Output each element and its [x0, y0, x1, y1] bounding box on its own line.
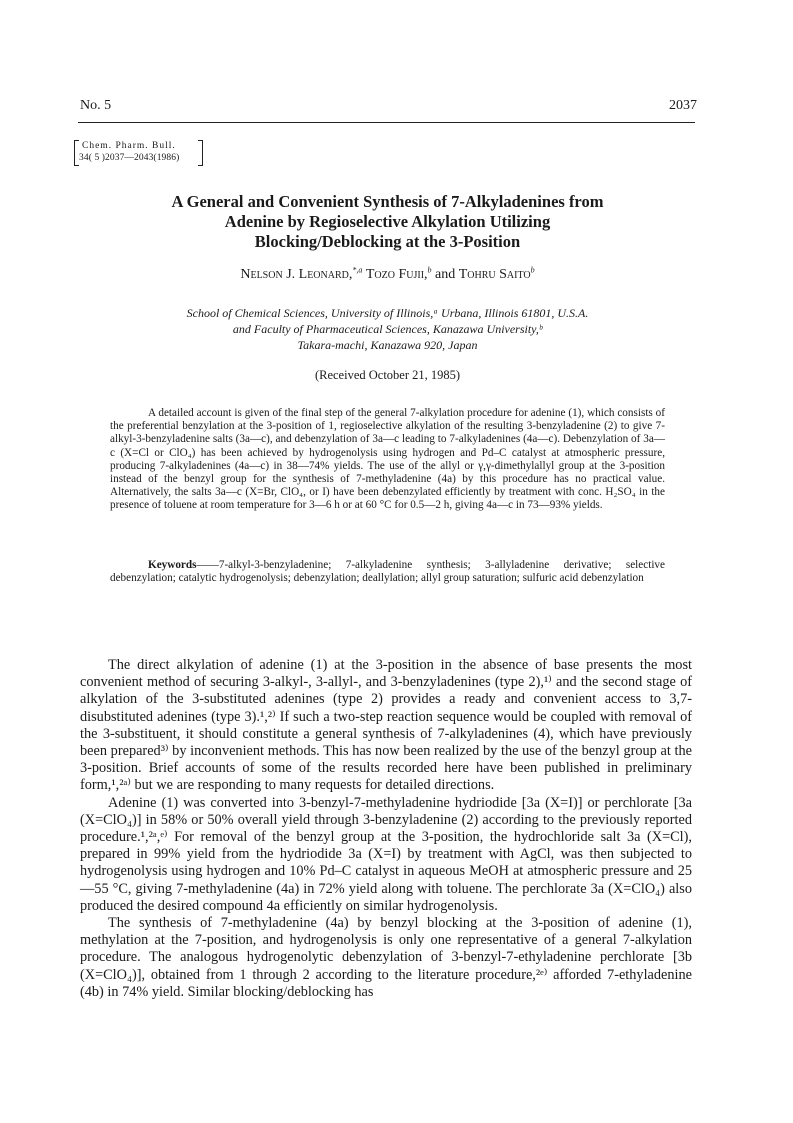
keywords-text: ——7-alkyl-3-benzyladenine; 7-alkyladenine synthesis; 3-allyladenine derivative; selective debenzylation; catalytic hydrogenolysis; debenzylation; deallylation; allyl group saturation; sulfuric acid debenzylation [110, 559, 665, 585]
author-mark: *,a [352, 265, 363, 275]
author-name: Nelson J. Leonard, [240, 267, 353, 282]
received-date: (Received October 21, 1985) [314, 368, 461, 382]
running-header-issue: No. 5 [80, 98, 112, 113]
journal-name: Chem. Pharm. Bull. [82, 141, 176, 151]
journal-volume: 34( 5 )2037—2043(1986) [79, 153, 180, 163]
affiliation-line: School of Chemical Sciences, University of Illinois,ᵃ Urbana, Illinois 61801, U.S.A. [186, 306, 589, 320]
author-conjunction: and [435, 267, 456, 282]
title-line: A General and Convenient Synthesis of 7-Alkyladenines from [171, 192, 604, 211]
keywords-label: Keywords [148, 559, 197, 571]
author-list [100, 267, 675, 283]
affiliation-line: Takara-machi, Kanazawa 920, Japan [297, 338, 478, 352]
body-paragraph: Adenine (1) was converted into 3-benzyl-7-methyladenine hydriodide [3a (X=I)] or perchlorate [3a (X=ClO₄)] in 58% or 50% overall yield through 3-benzyladenine (2) according to the previously reported procedure.¹,²ᵃ,ᵉ⁾ For removal of the benzyl group at the 3-position, the hydrochloride salt 3a (X=Cl), prepared in 99% yield from the hydriodide 3a (X=I) by treatment with AgCl, was then subjected to hydrogenolysis using hydrogen and 10% Pd–C catalyst in aqueous MeOH at atmospheric pressure and 25—55 °C, giving 7-methyladenine (4a) in 72% yield along with toluene. The perchlorate 3a (X=ClO₄) also produced the desired compound 4a efficiently on similar hydrogenolysis. [80, 794, 692, 914]
bracket-right [198, 140, 203, 166]
page-number: 2037 [669, 98, 697, 113]
author-mark: b [427, 265, 432, 275]
author-mark: b [530, 265, 535, 275]
body-text [80, 657, 692, 1001]
body-paragraph: The synthesis of 7-methyladenine (4a) by benzyl blocking at the 3-position of adenine (1), methylation at the 7-position, and hydrogenolysis is only one representative of a general 7-alkylation procedure. The analogous hydrogenolytic debenzylation of 3-benzyl-7-ethyladenine perchlorate [3b (X=ClO₄)], obtained from 1 through 2 according to the literature procedure,²ᵉ⁾ afforded 7-ethyladenine (4b) in 74% yield. Similar blocking/deblocking has [80, 915, 692, 1000]
affiliations [100, 305, 675, 353]
title-line: Adenine by Regioselective Alkylation Utilizing [224, 212, 551, 231]
affiliation-line: and Faculty of Pharmaceutical Sciences, Kanazawa University,ᵇ [232, 322, 543, 336]
keywords [110, 559, 665, 585]
abstract: A detailed account is given of the final step of the general 7-alkylation procedure for adenine (1), which consists of the preferential benzylation at the 3-position of 1, regioselective alkylation of the resulting 3-benzyladenine (2) to give 7-alkyl-3-benzyladenine salts (3a—c), and debenzylation of 3a—c leading to 7-alkyladenines (4a—c). Debenzylation of 3a—c (X=Cl or ClO₄) has been achieved by hydrogenolysis using hydrogen and Pd–C catalyst at atmospheric pressure, producing 7-alkyladenines (4a—c) in 38—74% yields. The use of the allyl or γ,γ-dimethylallyl group at the 3-position instead of the benzyl group for the synthesis of 7-methyladenine (4a) by this procedure has no practical value. Alternatively, the salts 3a—c (X=Br, ClO₄, or I) have been debenzylated efficiently by treatment with conc. H₂SO₄ in the presence of toluene at room temperature for 3—6 h or at 60 °C for 0.5—2 h, giving 4a—c in 73—93% yields. [110, 407, 665, 512]
title-line: Blocking/Deblocking at the 3-Position [254, 232, 521, 251]
author-name: Tozo Fujii, [365, 267, 428, 282]
paper-title [100, 192, 675, 252]
body-paragraph: The direct alkylation of adenine (1) at the 3-position in the absence of base presents the most convenient method of securing 3-alkyl-, 3-allyl-, and 3-benzyladenines (type 2),¹⁾ and the second stage of alkylation of the 3-substituted adenines (type 2) provides a ready and convenient access to 3,7-disubstituted adenines (type 3).¹,²⁾ If such a two-step reaction sequence would be coupled with removal of the 3-substituent, it should constitute a general synthesis of 7-alkyladenines (4), which have previously been prepared³⁾ by inconvenient methods. This has now been realized by the use of the benzyl group at the 3-position. Brief accounts of some of the results recorded here have been published in preliminary form,¹,²ᵃ⁾ but we are responding to many requests for detailed directions. [80, 657, 692, 794]
author-name: Tohru Saito [458, 267, 531, 282]
header-rule [78, 122, 695, 123]
